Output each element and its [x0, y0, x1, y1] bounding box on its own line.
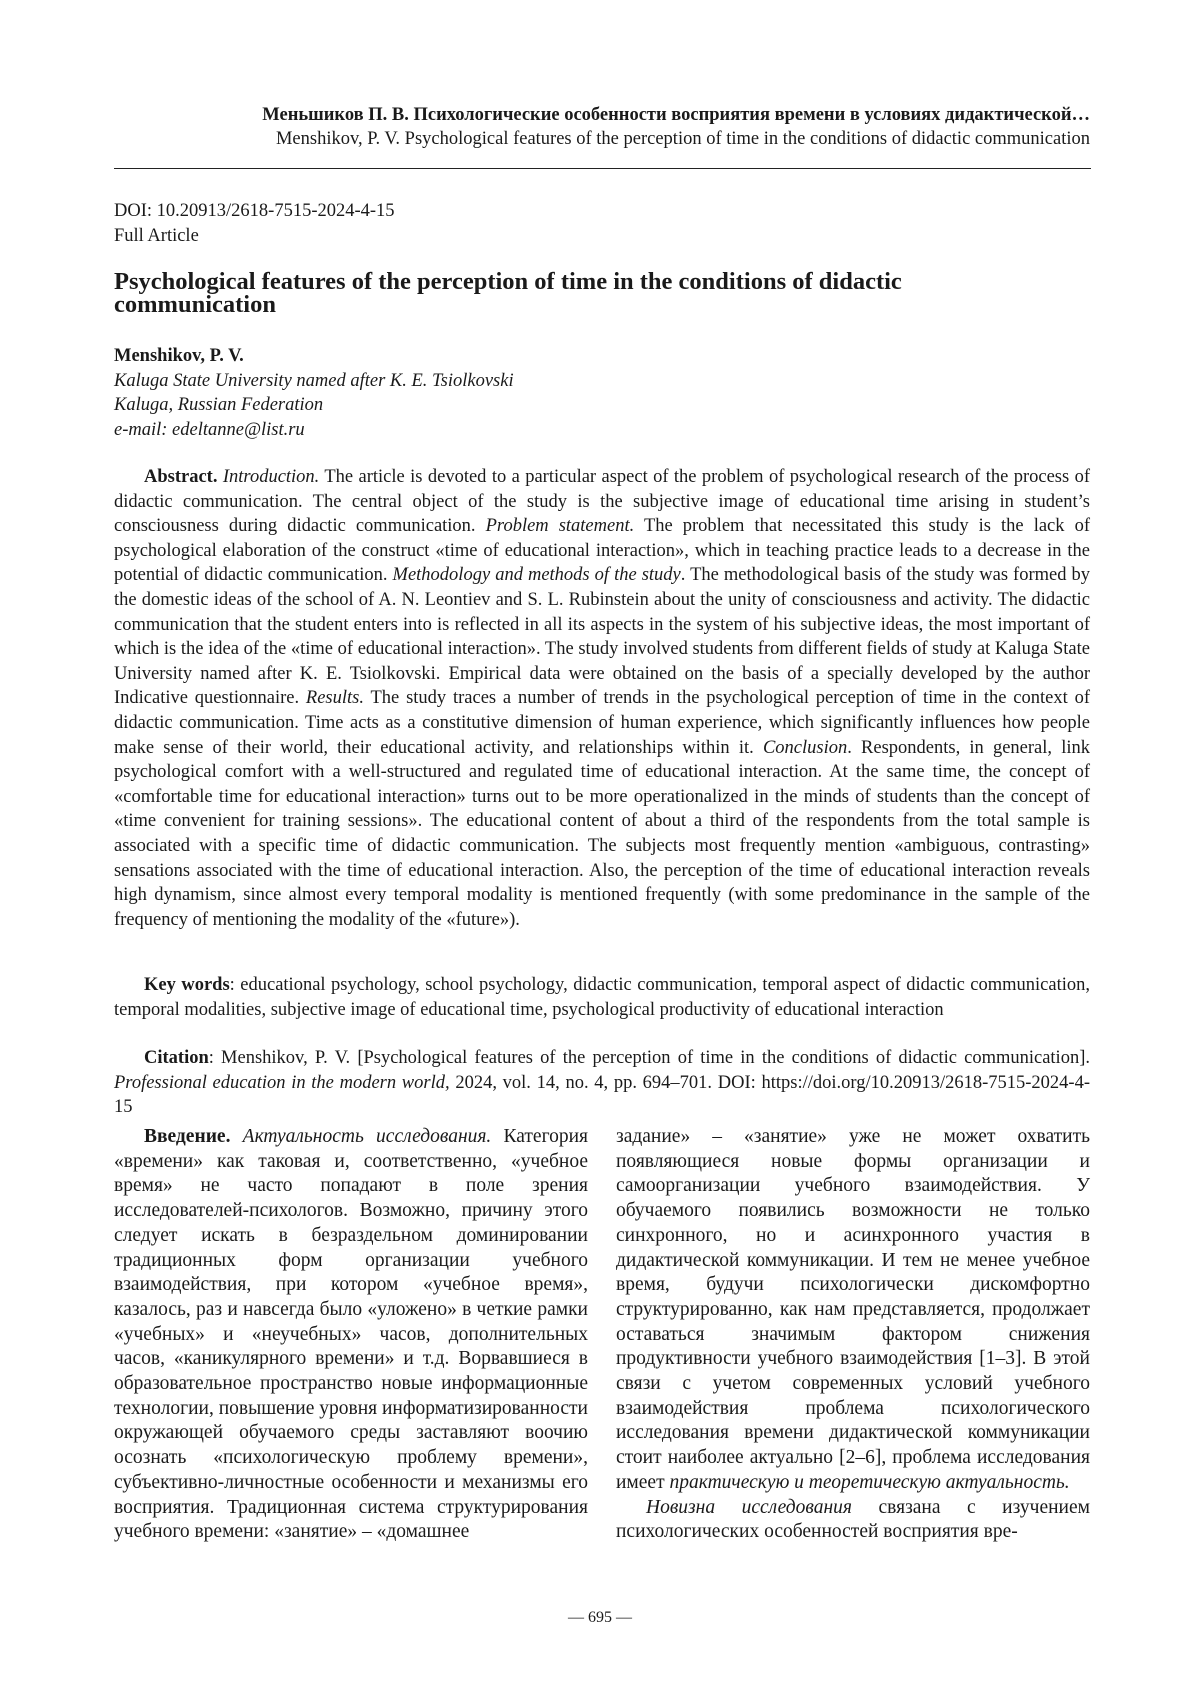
- author-name: Menshikov, P. V.: [114, 344, 514, 369]
- keywords-text: : educational psychology, school psychology, didactic communication, temporal aspect of didactic communication, temporal modalities, subjective image of educational time, psychological productivity of educational interaction: [114, 975, 1090, 1020]
- abstract-intro-label: Introduction.: [223, 467, 319, 487]
- abstract-methods-text: . The methodological basis of the study was formed by the domestic ideas of the school of A. N. Leontiev and S. L. Rubinstein about the unity of consciousness and activity. The didactic communication that the student enters into is reflected in all its aspects in the system of his subjective ideas, the most important of which is the idea of the «time of educational interaction». The study involved students from different fields of study at Kaluga State University named after K. E. Tsiolkovski. Empirical data were obtained on the basis of a specially developed by the author Indicative questionnaire.: [114, 565, 1090, 708]
- doi-block: [114, 199, 395, 249]
- right-paragraph-1: [616, 1125, 1090, 1496]
- title-line-1: Psychological features of the perception of time in the conditions of didactic: [114, 268, 902, 295]
- author-email: e-mail: edeltanne@list.ru: [114, 418, 514, 443]
- right-paragraph-2: [616, 1496, 1090, 1545]
- running-head-russian: Меньшиков П. В. Психологические особенности восприятия времени в условиях дидактической…: [100, 103, 1090, 127]
- citation: [114, 1046, 1090, 1120]
- citation-text-after: 2024, vol. 14, no. 4, pp. 694–701. DOI: https://doi.org/10.20913/2618-7515-2024-4-15: [114, 1073, 1090, 1118]
- right-column-italic: практическую и теоретическую актуальность.: [669, 1472, 1069, 1493]
- abstract-label: Abstract.: [144, 467, 217, 487]
- abstract-conclusion-text: . Respondents, in general, link psychological comfort with a well-structured and regulated time of educational interaction. At the same time, the concept of «comfortable time for educational interaction» turns out to be more operationalized in the minds of students than the concept of «time convenient for training sessions». The educational content of about a third of the respondents from the total sample is associated with a specific time of didactic communication. The subjects most frequently mention «ambiguous, contrasting» sensations associated with the time of educational interaction. Also, the perception of the time of educational interaction reveals high dynamism, since almost every temporal modality is mentioned frequently (with some predominance in the sample of the frequency of mentioning the modality of the «future»).: [114, 738, 1090, 930]
- abstract-results-text: The study traces a number of trends in the psychological perception of time in the context of didactic communication. Time acts as a constitutive dimension of human experience, which significantly influences how people make sense of their world, their educational activity, and relationships within it.: [114, 688, 1090, 757]
- running-head-english: Menshikov, P. V. Psychological features of the perception of time in the conditions of didactic communication: [100, 127, 1090, 151]
- page-number: — 695 —: [0, 1608, 1200, 1628]
- journal-page: [0, 0, 1200, 1697]
- author-affiliation: Kaluga State University named after K. E. Tsiolkovski: [114, 369, 514, 394]
- body-column-left: [114, 1125, 588, 1545]
- keywords: [114, 973, 1090, 1022]
- author-block: [114, 344, 514, 442]
- abstract-conclusion-label: Conclusion: [763, 738, 847, 758]
- intro-heading: Введение.: [144, 1126, 230, 1147]
- citation-text-before: : Menshikov, P. V. [Psychological features of the perception of time in the conditions of didactic communication].: [209, 1048, 1090, 1068]
- running-head: [100, 103, 1090, 151]
- title-line-2: communication: [114, 291, 276, 318]
- relevance-label: Актуальность исследования.: [243, 1126, 492, 1147]
- abstract-results-label: Results.: [306, 688, 364, 708]
- left-column-text: Категория «времени» как таковая и, соответственно, «учебное время» не часто попадают в поле зрения исследователей-психологов. Возможно, причину этого следует искать в безраздельном доминировании традиционных форм организации учебного взаимодействия, при котором «учебное время», казалось, раз и навсегда было «уложено» в четкие рамки «учебных» и «неучебных» часов, дополнительных часов, «каникулярного времени» и т.д. Ворвавшиеся в образовательное пространство новые информационные технологии, повышение уровня информатизированности окружающей обучаемого среды заставляют воочию осознать «психологическую проблему времени», субъективно-личностные особенности и механизмы его восприятия. Традиционная система структурирования учебного времени: «занятие» – «домашнее: [114, 1126, 588, 1542]
- article-title: [114, 270, 1094, 316]
- abstract-problem-text: The problem that necessitated this study is the lack of psychological elaboration of the construct «time of educational interaction», which in teaching practice leads to a decrease in the potential of didactic communication.: [114, 516, 1090, 585]
- abstract-problem-label: Problem statement.: [486, 516, 635, 536]
- author-location: Kaluga, Russian Federation: [114, 393, 514, 418]
- abstract-intro-text: The article is devoted to a particular aspect of the problem of psychological research of the process of didactic communication. The central object of the study is the subjective image of educational time arising in student’s consciousness during didactic communication.: [114, 467, 1090, 536]
- doi-line: DOI: 10.20913/2618-7515-2024-4-15: [114, 199, 395, 224]
- article-type: Full Article: [114, 224, 395, 249]
- citation-label: Citation: [144, 1048, 209, 1068]
- abstract-methods-label: Methodology and methods of the study: [393, 565, 681, 585]
- keywords-label: Key words: [144, 975, 230, 995]
- novelty-label: Новизна исследования: [646, 1497, 852, 1518]
- abstract: [114, 465, 1090, 932]
- novelty-text: связана с изучением психологических особенностей восприятия вре-: [616, 1497, 1090, 1543]
- right-column-text: задание» – «занятие» уже не может охватить появляющиеся новые формы организации и самоорганизации учебного взаимодействия. У обучаемого появились возможности не только синхронного, но и асинхронного участия в дидактической коммуникации. И тем не менее учебное время, будучи психологически дискомфортно структурированно, как нам представляется, продолжает оставаться значимым фактором снижения продуктивности учебного взаимодействия [1–3]. В этой связи с учетом современных условий учебного взаимодействия проблема психологического исследования времени дидактической коммуникации стоит наиболее актуально [2–6], проблема исследования имеет: [616, 1126, 1090, 1493]
- body-column-right: [616, 1125, 1090, 1545]
- header-rule: [114, 168, 1091, 169]
- citation-journal: Professional education in the modern world,: [114, 1073, 450, 1093]
